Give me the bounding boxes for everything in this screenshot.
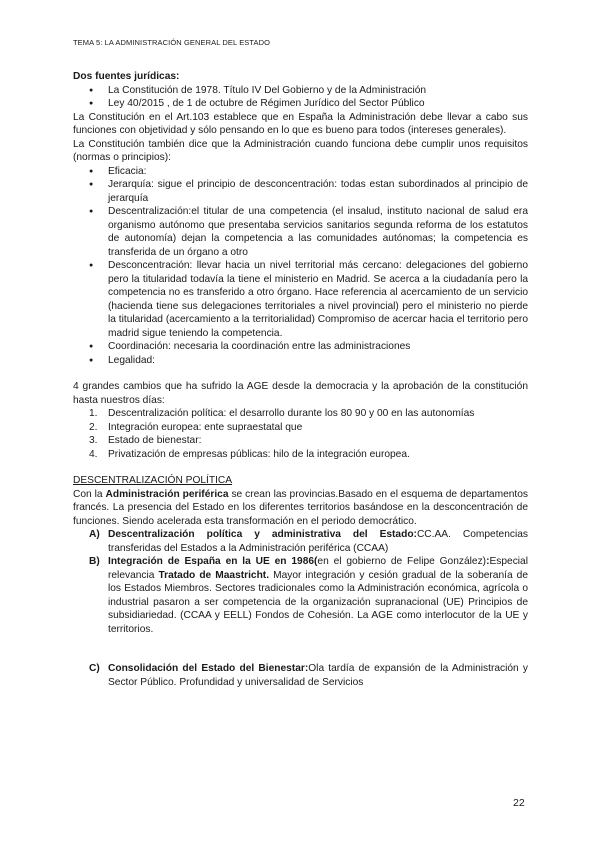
intro-bold: Administración periférica (105, 488, 229, 500)
cambios-intro: 4 grandes cambios que ha sufrido la AGE desde la democracia y la aprobación de la constitución hasta nuestros días: (73, 381, 528, 406)
page-header: TEMA 5: LA ADMINISTRACIÓN GENERAL DEL ESTADO (73, 38, 271, 47)
item-text: Integración europea: ente supraestatal que (108, 421, 303, 433)
item-number: 4. (89, 448, 98, 460)
list-item (73, 407, 528, 421)
list-item: ● Desconcentración: llevar hacia un nivel territorial más cercano: delegaciones del gobierno pero la titularidad todavía la tiene el ministerio en Madrid. Se acerca a la ciudadanía pero la competencia no es transferido a otro órgano. Hace referencia al acercamiento de un servicio (hacienda tiene sus delegaciones territoriales a nivel provincial) pero el ministerio no pierde la titularidad (acercamiento a la territorialidad) Compromiso de acercar hacia el territorio pero madrid sigue teniendo la competencia. (73, 259, 528, 340)
item-bold: Descentralización política y administrativa del Estado: (108, 529, 417, 540)
item-bold: : (486, 556, 490, 567)
item-text: Ola tardía de expansión de la Administración y Sector Público. Profundidad y universalidad de Servicios (108, 663, 528, 688)
item-text: CC.AA. Competencias transferidas del Estados a la Administración periférica (CCAA) (108, 529, 528, 554)
list-item: ● Jerarquía: sigue el principio de desconcentración: todas estan subordinados al principio de jerarquía (73, 178, 528, 205)
list-item: ● La Constitución de 1978. Título IV Del Gobierno y de la Administración (73, 84, 528, 98)
fuentes-list (73, 84, 528, 111)
item-letter: A) (89, 529, 100, 540)
item-text: Privatización de empresas públicas: hilo de la integración europea. (108, 448, 410, 460)
item-letter: C) (89, 663, 100, 674)
page-number: 22 (513, 797, 525, 809)
cambios-list (73, 407, 528, 461)
item-text: Especial relevancia (108, 556, 528, 581)
list-item-a (73, 528, 528, 555)
spacer (73, 367, 528, 380)
page-content (73, 70, 528, 689)
list-item-b (73, 555, 528, 636)
item-text: Mayor integración y cesión gradual de la soberanía de los Estados Miembros. Sectores tradicionales como la Administración económica, agrícola o industrial pasaron a ser competencia de la organización supranacional (UE) Principios de subsidiariedad. (CCAA y EELL) Fondos de Cohesión. La AGE como interlocutor de la UE y territorios. (108, 569, 528, 635)
list-item: ● Eficacia: (73, 165, 528, 179)
paragraph-requisitos: La Constitución también dice que la Administración cuando funciona debe cumplir unos requisitos (normas o principios): (73, 138, 528, 163)
list-item (73, 434, 528, 448)
list-item (73, 421, 528, 435)
item-text: Descentralización política: el desarrollo durante los 80 90 y 00 en las autonomías (108, 408, 475, 419)
item-number: 1. (89, 408, 98, 419)
principios-list (73, 165, 528, 368)
item-bold: Tratado de Maastricht. (158, 569, 270, 581)
item-letter: B) (89, 556, 100, 567)
list-item-c (73, 662, 528, 689)
list-item: ● Legalidad: (73, 354, 528, 368)
intro-text-cont: se crean las provincias.Basado en el esquema de departamentos francés. La presencia del Estado en los diferentes territorios basándose en la desconcentración de funciones. Siendo acelerada esta transformación en el periodo democrático. (73, 488, 529, 527)
spacer (73, 636, 528, 662)
item-number: 2. (89, 421, 98, 433)
item-text: en el gobierno de Felipe González) (317, 556, 487, 567)
section-title: DESCENTRALIZACIÓN POLÍTICA (73, 475, 233, 486)
item-bold: Consolidación del Estado del Bienestar: (108, 663, 309, 674)
list-item: ● Ley 40/2015 , de 1 de octubre de Régimen Jurídico del Sector Público (73, 97, 528, 111)
item-number: 3. (89, 435, 98, 446)
list-item (73, 448, 528, 462)
descentralizacion-intro (73, 488, 528, 529)
item-bold: Integración de España en la UE en 1986( (108, 556, 318, 567)
intro-text: Con la (73, 488, 106, 500)
paragraph-art103: La Constitución en el Art.103 establece que en España la Administración debe llevar a cabo sus funciones con objetividad y sólo pensando en lo que es bueno para todos (intereses generales). (73, 111, 528, 136)
item-text: Estado de bienestar: (108, 435, 202, 446)
fuentes-heading: Dos fuentes jurídicas: (73, 71, 180, 82)
list-item: ● Coordinación: necesaria la coordinación entre las administraciones (73, 340, 528, 354)
list-item: ● Descentralización:el titular de una competencia (el insalud, instituto nacional de salud era organismo autónomo que presentaba servicios sanitarios segunda reforma de los estatutos de autonomía) dejan la competencia a las comunidades autónomas; la competencia es transferida de un órgano a otro (73, 205, 528, 259)
spacer (73, 461, 528, 474)
descentralizacion-list (73, 528, 528, 689)
